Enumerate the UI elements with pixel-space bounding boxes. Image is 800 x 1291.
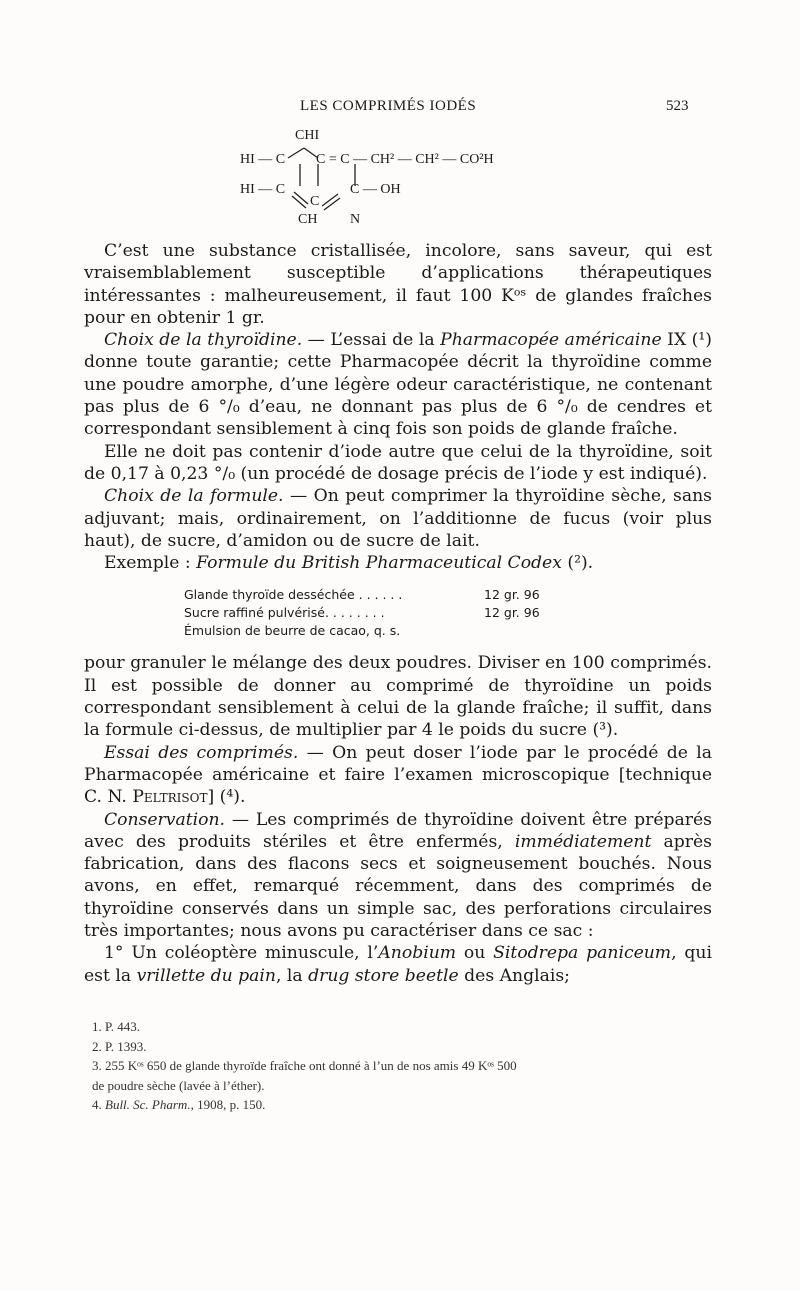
paragraph-1: C’est une substance cristallisée, incolore, sans saveur, qui est vraisemblablement susceptible d’applications thérapeutiques intéressantes : malheureusement, il faut 100 Kᵒˢ de glandes fraîches pour en obtenir 1 gr.: [84, 241, 712, 328]
footnote-3-cont: de poudre sèche (lavée à l’éther).: [92, 1077, 265, 1093]
formula-row1-left: HI — C: [240, 152, 286, 167]
body-text: [84, 240, 712, 987]
recipe-table: [184, 586, 712, 640]
ring-structure-lines: [220, 128, 580, 228]
recipe-row: Sucre raffiné pulvérisé. . . . . . . . 12 gr. 96: [184, 605, 540, 621]
page-number: 523: [666, 98, 689, 114]
paragraph-2: Choix de la thyroïdine. — L’essai de la Pharmacopée américaine IX (¹) donne toute garantie; cette Pharmacopée décrit la thyroïdine comme une poudre amorphe, d’une légère odeur caractéristique, ne contenant pas plus de 6 °/₀ d’eau, ne donnant pas plus de 6 °/₀ de cendres et correspondant sensiblement à cinq fois son poids de glande fraîche.: [84, 330, 712, 440]
footnote-4: 4. Bull. Sc. Pharm., 1908, p. 150.: [92, 1097, 266, 1112]
footnote-3: 3. 255 Kᵒˢ 650 de glande thyroïde fraîche ont donné à l’un de nos amis 49 Kᵒˢ 500: [92, 1058, 517, 1073]
recipe-row: Émulsion de beurre de cacao, q. s.: [184, 623, 401, 639]
page-header: [0, 96, 800, 120]
paragraph-7: Essai des comprimés. — On peut doser l’iode par le procédé de la Pharmacopée américaine et faire l’examen microscopique [technique C. N. Peltrisot] (⁴).: [84, 742, 713, 808]
chemical-formula: [220, 128, 580, 228]
formula-bottom-left: CH: [298, 212, 318, 227]
section-lead: Choix de la formule.: [104, 486, 284, 507]
paragraph-4: Choix de la formule. — On peut comprimer la thyroïdine sèche, sans adjuvant; mais, ordinairement, on l’additionne de fucus (voir plus haut), de sucre, d’amidon ou de sucre de lait.: [84, 486, 712, 551]
recipe-row: Glande thyroïde desséchée . . . . . . 12 gr. 96: [184, 587, 540, 603]
paragraph-3: Elle ne doit pas contenir d’iode autre que celui de la thyroïdine, soit de 0,17 à 0,23 °/₀ (un procédé de dosage précis de l’iode y est indiqué).: [84, 441, 712, 484]
paragraph-5: Exemple : Formule du British Pharmaceutical Codex (²).: [104, 553, 594, 574]
formula-ring-c: C: [310, 194, 320, 209]
running-head: LES COMPRIMÉS IODÉS: [300, 98, 477, 114]
paragraph-8: Conservation. — Les comprimés de thyroïdine doivent être préparés avec des produits stériles et être enfermés, immédiatement après fabrication, dans des flacons secs et soigneusement bouchés. Nous avons, en effet, remarqué récemment, dans des comprimés de thyroïdine conservés dans un simple sac, des perforations circulaires très importantes; nous avons pu caractériser dans ce sac :: [84, 809, 713, 942]
footnote-1: 1. P. 443.: [92, 1019, 141, 1034]
section-lead: Choix de la thyroïdine.: [104, 330, 303, 351]
footnote-2: 2. P. 1393.: [92, 1038, 147, 1054]
footnotes: [92, 1017, 712, 1115]
formula-top: CHI: [295, 128, 320, 143]
formula-row2-right: C — OH: [350, 182, 401, 197]
formula-row2-left: HI — C: [240, 182, 286, 197]
section-lead: Conservation.: [104, 809, 226, 830]
paragraph-6: pour granuler le mélange des deux poudres. Diviser en 100 comprimés. Il est possible de donner au comprimé de thyroïdine un poids correspondant sensiblement à celui de la glande fraîche; il suffit, dans la formule ci-dessus, de multiplier par 4 le poids du sucre (³).: [84, 653, 712, 741]
formula-row1-right: C = C — CH² — CH² — CO²H: [316, 152, 494, 167]
section-lead: Essai des comprimés.: [104, 742, 299, 763]
formula-bottom-right: N: [350, 212, 361, 227]
paragraph-9: 1° Un coléoptère minuscule, l’Anobium ou Sitodrepa paniceum, qui est la vrillette du pain, la drug store beetle des Anglais;: [84, 943, 712, 986]
